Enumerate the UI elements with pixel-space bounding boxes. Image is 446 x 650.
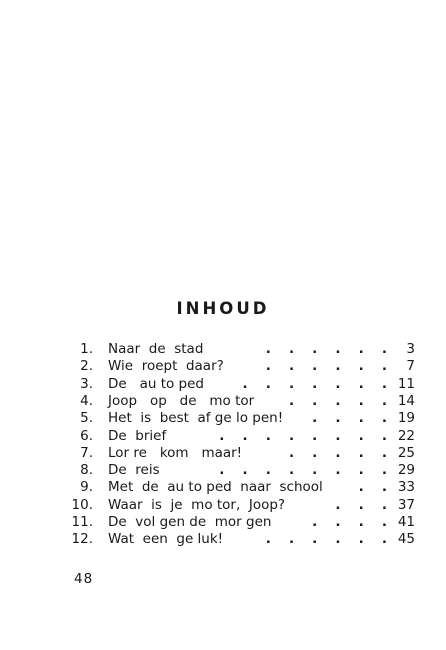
toc-entry[interactable] [0, 513, 446, 531]
page-number: 48 [74, 571, 94, 587]
toc-entry-title: De au to ped [108, 375, 204, 392]
toc-entry-page: 33 [397, 479, 415, 496]
toc-entry-number: 11. [71, 514, 93, 530]
toc-entry-title: Waar is je mo tor, Joop? [108, 496, 286, 513]
toc-entry[interactable] [0, 530, 446, 548]
toc-entry-number: 1. [80, 341, 93, 357]
dot-leader: . . . . . . [265, 341, 388, 357]
dot-leader: . . . [335, 496, 388, 513]
toc-entry[interactable] [0, 392, 446, 410]
dot-leader: . . . . . [288, 444, 388, 461]
toc-entry-number: 9. [80, 479, 93, 496]
toc-entry[interactable] [0, 357, 446, 375]
dot-leader: . . . . . . . [242, 375, 388, 392]
toc-entry-title: De brief [108, 427, 167, 444]
dot-leader: . . . . . . . . [219, 427, 388, 444]
toc-entry-page: 45 [397, 531, 415, 548]
dot-leader: . . . . [312, 514, 388, 530]
toc-entry-page: 11 [397, 375, 415, 392]
toc-entry-title: De vol gen de mor gen [108, 514, 272, 530]
toc-entry[interactable] [0, 409, 446, 427]
toc-entry-number: 2. [80, 358, 93, 375]
dot-leader: . . . . . . [265, 358, 388, 375]
toc-entry-page: 14 [397, 392, 415, 409]
toc-entry-number: 5. [80, 410, 93, 427]
toc-entry-number: 7. [80, 444, 93, 461]
toc-entry-title: Naar de stad [108, 341, 204, 357]
toc-entry-page: 7 [406, 358, 415, 375]
toc-entry-page: 29 [397, 462, 415, 479]
toc-entry-number: 3. [80, 375, 93, 392]
toc-entry[interactable] [0, 375, 446, 393]
toc-entry[interactable] [0, 444, 446, 462]
dot-leader: . . . . . . . . [219, 462, 388, 479]
toc-entry-title: Joop op de mo tor [108, 392, 255, 409]
toc-entry-page: 41 [397, 514, 415, 530]
toc-entry-number: 8. [80, 462, 93, 479]
toc-entry-title: Met de au to ped naar school [108, 479, 323, 496]
toc-entry-page: 25 [397, 444, 415, 461]
toc-entry[interactable] [0, 461, 446, 479]
toc-entry-title: Het is best af ge lo pen! [108, 410, 284, 427]
toc-entry-title: Wie roept daar? [108, 358, 224, 375]
toc-entry[interactable] [0, 496, 446, 514]
toc-entry-page: 3 [406, 341, 415, 357]
toc-entry-number: 10. [71, 496, 93, 513]
toc-entry-number: 4. [80, 392, 93, 409]
toc-entry-page: 37 [397, 496, 415, 513]
toc-entry[interactable] [0, 427, 446, 445]
toc-entry[interactable] [0, 478, 446, 496]
toc-entry-number: 6. [80, 427, 93, 444]
toc-entry-page: 22 [397, 427, 415, 444]
toc-entry-title: Lor re kom maar! [108, 444, 243, 461]
toc-heading: INHOUD [176, 299, 270, 318]
dot-leader: . . . . . . [265, 531, 388, 548]
toc-entry-number: 12. [71, 531, 93, 548]
dot-leader: . . . . . [288, 392, 388, 409]
dot-leader: . . [358, 479, 388, 496]
toc-entry-title: Wat een ge luk! [108, 531, 224, 548]
toc-entry-page: 19 [397, 410, 415, 427]
dot-leader: . . . . [312, 410, 388, 427]
toc-entry-title: De reis [108, 462, 160, 479]
toc-entry[interactable] [0, 340, 446, 358]
